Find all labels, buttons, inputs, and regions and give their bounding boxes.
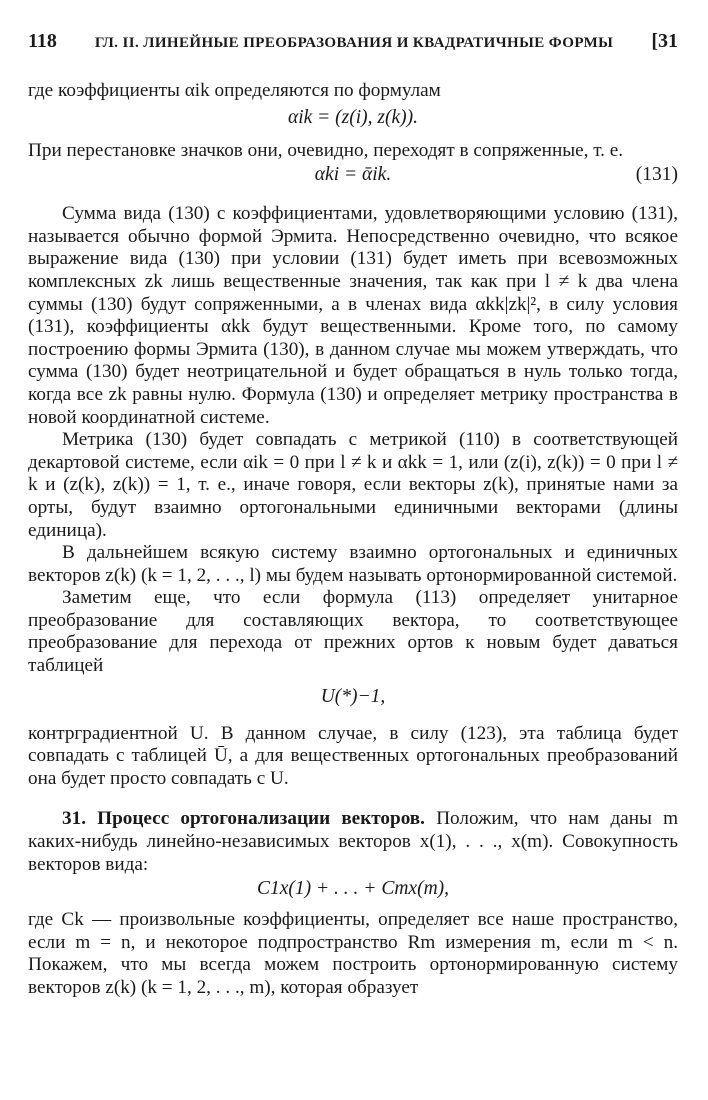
section-heading: 31. Процесс ортогонализации векторов. [62,808,425,830]
equation-number-131: (131) [635,164,678,186]
paragraph-2: При перестановке значков они, очевидно, переходят в сопряженные, т. е. [28,139,624,161]
section-ref: [31 [651,30,678,52]
formula-u-inverse: U(*)−1, [320,685,386,707]
formula-131-body: αki = ᾱik. [314,164,392,186]
formula-linear-combination: C1x(1) + . . . + Cmx(m), [256,878,450,900]
paragraph-4: Метрика (130) будет совпадать с метрикой (110) в соответствующей декартовой системе, если αik = 0 при l ≠ k и αkk = 1, или (z(i), z(k)) = 0 при l ≠ k и (z(k), z(k)) = 1, т. е., иначе говоря, если векторы z(k), принятые нами за орты, будут взаимно ортогональными единичными векторами (длины единица). [28,429,678,541]
running-header [28,30,678,60]
running-title: ГЛ. II. ЛИНЕЙНЫЕ ПРЕОБРАЗОВАНИЯ И КВАДРАТИЧНЫЕ ФОРМЫ [94,35,614,51]
paragraph-9: где Ck — произвольные коэффициенты, определяет все наше пространство, если m = n, и некоторое подпространство Rm измерения m, если m < n. Покажем, что мы всегда можем построить ортонормированную систему векторов z(k) (k = 1, 2, . . ., m), которая образует [28,909,678,998]
formula-131 [28,162,678,187]
formula-alpha-def: αik = (z(i), z(k)). [287,106,419,128]
paragraph-1: где коэффициенты αik определяются по формулам [28,80,441,101]
paragraph-6: Заметим еще, что если формула (113) определяет унитарное преобразование для составляющих вектора, то соответствующее преобразование для перехода от прежних ортов к новым будет даваться таблицей [28,587,678,677]
paragraph-5: В дальнейшем всякую систему взаимно ортогональных и единичных векторов z(k) (k = 1, 2, . . ., l) мы будем называть ортонормированной системой. [28,542,678,586]
paragraph-8 [28,808,678,876]
paragraph-8-text: Положим, что нам даны m каких-нибудь линейно-независимых векторов x(1), . . ., x(m). Совокупность векторов вида: [28,808,679,875]
paragraph-7: контрградиентной U. В данном случае, в силу (123), эта таблица будет совпадать с таблицей Ū, а для вещественных ортогональных преобразований она будет просто совпадать с U. [28,722,678,789]
page-number: 118 [28,30,57,52]
paragraph-3: Сумма вида (130) с коэффициентами, удовлетворяющими условию (131), называется обычно формой Эрмита. Непосредственно очевидно, что всякое выражение вида (130) при условии (131) будет иметь при всевозможных комплексных zk лишь вещественные значения, так как при l ≠ k два члена суммы (130) будут сопряженными, а в членах вида αkk|zk|², в силу условия (131), коэффициенты αkk будут вещественными. Кроме того, по самому построению формы Эрмита (130), в данном случае мы можем утверждать, что сумма (130) будет неотрицательной и будет обращаться в нуль только тогда, когда все zk равны нулю. Формула (130) и определяет метрику пространства в новой координатной системе. [28,203,678,428]
